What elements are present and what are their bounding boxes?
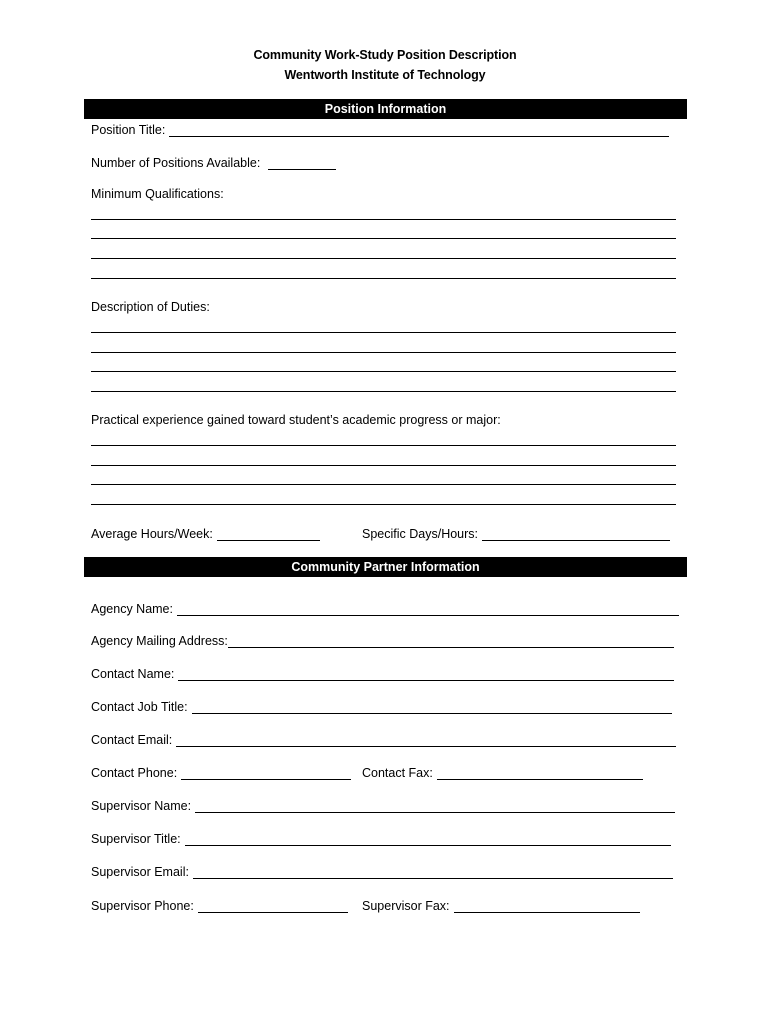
duties-label: Description of Duties:	[91, 300, 210, 314]
contact-job-title-line[interactable]	[192, 701, 672, 714]
supervisor-name-label: Supervisor Name:	[91, 799, 192, 813]
avg-hours-label: Average Hours/Week:	[91, 527, 213, 541]
avg-hours-field[interactable]	[91, 525, 320, 541]
mailing-address-line[interactable]	[228, 635, 674, 648]
contact-name-line[interactable]	[178, 668, 674, 681]
specific-days-field[interactable]	[362, 525, 670, 541]
contact-job-title-field[interactable]	[91, 698, 672, 714]
min-quals-label: Minimum Qualifications:	[91, 187, 224, 201]
supervisor-title-line[interactable]	[185, 833, 671, 846]
institution-name: Wentworth Institute of Technology	[284, 68, 486, 82]
supervisor-phone-label: Supervisor Phone:	[91, 899, 194, 913]
supervisor-name-field[interactable]	[91, 797, 675, 813]
mailing-address-label: Agency Mailing Address:	[91, 634, 228, 648]
supervisor-title-label: Supervisor Title:	[91, 832, 181, 846]
duties-line[interactable]	[91, 391, 676, 392]
position-title-field[interactable]	[91, 121, 669, 137]
duties-line[interactable]	[91, 352, 676, 353]
position-title-line[interactable]	[169, 124, 669, 137]
document-title: Community Work-Study Position Description	[253, 48, 517, 62]
contact-fax-label: Contact Fax:	[362, 766, 433, 780]
position-title-label: Position Title:	[91, 123, 166, 137]
min-quals-line[interactable]	[91, 278, 676, 279]
supervisor-title-field[interactable]	[91, 830, 671, 846]
supervisor-fax-line[interactable]	[454, 900, 640, 913]
contact-phone-field[interactable]	[91, 764, 351, 780]
practical-line[interactable]	[91, 465, 676, 466]
min-quals-line[interactable]	[91, 258, 676, 259]
contact-job-title-label: Contact Job Title:	[91, 700, 188, 714]
practical-line[interactable]	[91, 484, 676, 485]
contact-email-field[interactable]	[91, 731, 676, 747]
agency-name-label: Agency Name:	[91, 602, 173, 616]
supervisor-fax-label: Supervisor Fax:	[362, 899, 450, 913]
supervisor-fax-field[interactable]	[362, 897, 640, 913]
avg-hours-line[interactable]	[217, 528, 320, 541]
contact-phone-label: Contact Phone:	[91, 766, 178, 780]
num-positions-label: Number of Positions Available:	[91, 156, 261, 170]
agency-name-field[interactable]	[91, 600, 679, 616]
agency-name-line[interactable]	[177, 603, 679, 616]
mailing-address-field[interactable]	[91, 632, 674, 648]
supervisor-email-field[interactable]	[91, 863, 673, 879]
practical-label: Practical experience gained toward student’s academic progress or major:	[91, 413, 501, 427]
min-quals-line[interactable]	[91, 238, 676, 239]
supervisor-email-label: Supervisor Email:	[91, 865, 189, 879]
specific-days-line[interactable]	[482, 528, 670, 541]
contact-name-field[interactable]	[91, 665, 674, 681]
contact-name-label: Contact Name:	[91, 667, 175, 681]
contact-email-line[interactable]	[176, 734, 676, 747]
section-header-partner: Community Partner Information	[84, 557, 687, 577]
min-quals-line[interactable]	[91, 219, 676, 220]
section-header-position: Position Information	[84, 99, 687, 119]
duties-line[interactable]	[91, 371, 676, 372]
supervisor-name-line[interactable]	[195, 800, 675, 813]
num-positions-field[interactable]	[91, 154, 336, 170]
duties-line[interactable]	[91, 332, 676, 333]
practical-line[interactable]	[91, 504, 676, 505]
contact-fax-field[interactable]	[362, 764, 643, 780]
supervisor-phone-field[interactable]	[91, 897, 348, 913]
contact-phone-line[interactable]	[181, 767, 351, 780]
supervisor-phone-line[interactable]	[198, 900, 348, 913]
num-positions-line[interactable]	[268, 157, 336, 170]
specific-days-label: Specific Days/Hours:	[362, 527, 479, 541]
practical-line[interactable]	[91, 445, 676, 446]
contact-email-label: Contact Email:	[91, 733, 173, 747]
supervisor-email-line[interactable]	[193, 866, 673, 879]
contact-fax-line[interactable]	[437, 767, 643, 780]
